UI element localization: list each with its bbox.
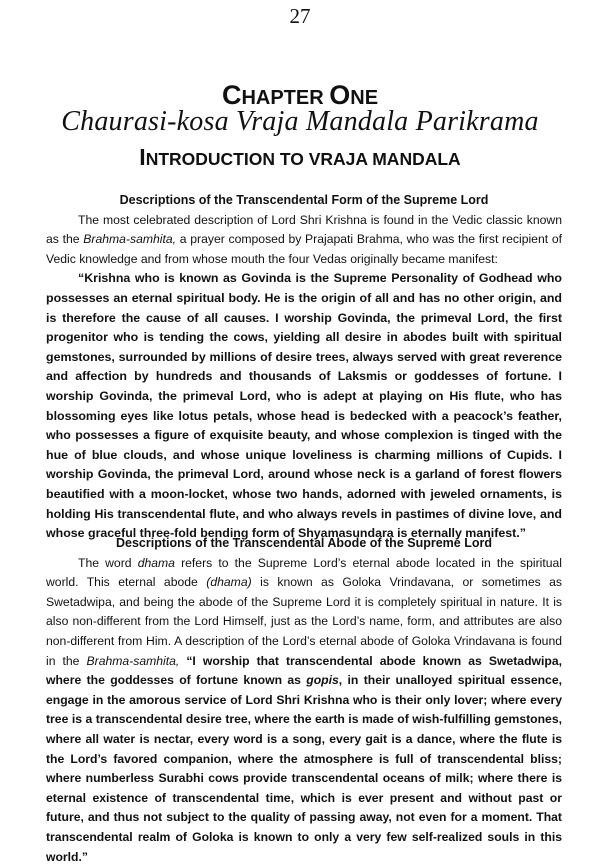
chapter-title-initial-2: O (329, 80, 351, 110)
paragraph-text: The most celebrated description of Lord Shri Krishna is found in the Vedic classic known as the (46, 212, 562, 247)
section-heading: Descriptions of the Transcendental Abode of the Supreme Lord (116, 536, 492, 550)
book-title: Brahma-samhita, (83, 232, 177, 247)
chapter-title-initial-1: C (221, 80, 242, 110)
body-paragraph (46, 211, 562, 270)
term-bold-italic: gopis (306, 673, 339, 688)
scripture-quote: , in their unalloyed spiritual essence, engage in the amorous service of Lord Shri Krishna who is their only lover; where every tree is a transcendental desire tree, where the earth is made of wish-fulfilling gemstones, where all water is nectar, every word is a song, every gait is a dance, where the flute is the Lord’s favored companion, where the atmosphere is full of transcendental bliss; where numberless Surabhi cows provide transcendental oceans of milk; where there is eternal existence of transcendental time, which is ever present and without past or future, and thus not subject to the quality of passing away, not even for a moment. That transcendental realm of Goloka is known to only a very few self-realized souls in this world.” (46, 673, 562, 864)
chapter-subtitle: Chaurasi-kosa Vraja Mandala Parikrama (61, 106, 539, 137)
paragraph-text: a prayer composed by Prajapati Brahma, who was the first recipient of Vedic knowledge and from whose mouth the four Vedas originally became manifest: (46, 232, 562, 266)
scripture-quote: “Krishna who is known as Govinda is the Supreme Personality of Godhead who possesses an eternal spiritual body. He is the origin of all and has no other origin, and is therefore the cause of all causes. I worship Govinda, the primeval Lord, the first progenitor who is tending the cows, yielding all desire in abodes built with spiritual gemstones, surrounded by millions of desire trees, always served with great reverence and affection by hundreds and thousands of Laksmis or goddesses of fortune. I worship Govinda, the primeval Lord, who is adept at playing on His flute, who has blossoming eyes like lotus petals, whose head is bedecked with a peacock’s feather, who possesses a figure of exquisite beauty, and whose complexion is tinged with the hue of blue clouds, and whose unique loveliness is charming millions of Cupids. I worship Govinda, the primeval Lord, around whose neck is a garland of forest flowers beautified with a moon-locket, whose two hands, adorned with jeweled ornaments, is holding His transcendental flute, and who always revels in pastimes of divine love, and whose graceful three-fold bending form of Shyamasundara is eternally manifest.” (46, 271, 562, 541)
term-italic: (dhama) (206, 575, 252, 590)
chapter-title-rest-1: HAPTER (241, 87, 330, 109)
chapter-section-title (0, 144, 600, 171)
paragraph-text: refers to the Supreme Lord’s eternal abode located in the spiritual world. This eternal abode (46, 555, 562, 590)
body-paragraph (46, 554, 562, 867)
section-heading: Descriptions of the Transcendental Form of the Supreme Lord (119, 193, 489, 207)
term-italic: dhama (137, 555, 175, 570)
section-transcendental-abode (46, 534, 562, 867)
scripture-quote: “I worship that transcendental abode known as Swetadwipa, where the goddesses of fortune known as (46, 653, 562, 688)
paragraph-text: The word (78, 555, 138, 570)
section-transcendental-form (46, 191, 562, 544)
paragraph-text: is known as Goloka Vrindavana, or sometimes as Swetadwipa, and being the abode of the Supreme Lord it is completely spiritual in nature. It is also non-different from the Lord Himself, just as the Lord’s name, form, and attributes are also non-different from Him. A description of the Lord’s eternal abode of Goloka Vrindavana is found in the (46, 575, 563, 668)
section-title-rest: NTRODUCTION TO VRAJA MANDALA (145, 149, 461, 169)
section-title-initial: I (139, 144, 146, 170)
book-title: Brahma-samhita, (86, 653, 180, 668)
chapter-title-rest-2: NE (350, 87, 379, 109)
page-number: 27 (289, 4, 311, 28)
